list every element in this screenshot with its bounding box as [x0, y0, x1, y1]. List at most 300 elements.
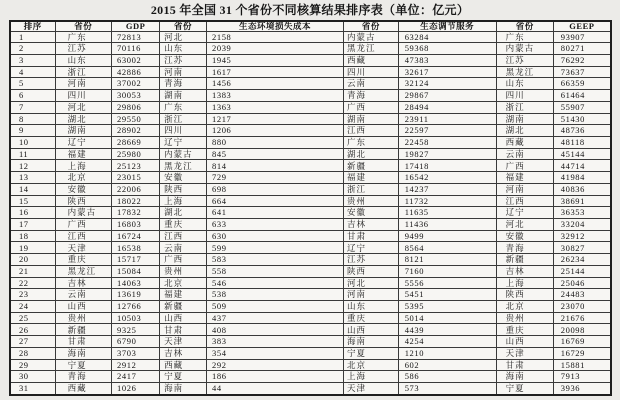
province-cell: 广西	[344, 101, 399, 113]
value-cell: 12766	[112, 301, 160, 313]
province-cell: 重庆	[55, 254, 111, 266]
rank-cell: 20	[10, 254, 55, 266]
province-cell: 江西	[55, 230, 111, 242]
province-cell: 天津	[160, 336, 207, 348]
value-cell: 8564	[398, 242, 496, 254]
value-cell: 17832	[112, 207, 160, 219]
province-cell: 安徽	[55, 183, 111, 195]
table-row	[10, 183, 611, 195]
header-cell: 生态环境损失成本	[207, 21, 344, 31]
value-cell: 25123	[112, 160, 160, 172]
province-cell: 黑龙江	[55, 265, 111, 277]
value-cell: 437	[207, 312, 344, 324]
header-cell: 省份	[55, 21, 111, 31]
table-row	[10, 242, 611, 254]
province-cell: 西藏	[55, 383, 111, 395]
province-cell: 辽宁	[344, 242, 399, 254]
value-cell: 30827	[553, 242, 611, 254]
value-cell: 664	[207, 195, 344, 207]
province-cell: 江苏	[496, 54, 553, 66]
rank-cell: 3	[10, 54, 55, 66]
value-cell: 28669	[112, 136, 160, 148]
province-cell: 四川	[344, 66, 399, 78]
value-cell: 1026	[112, 383, 160, 395]
province-cell: 山东	[160, 43, 207, 55]
rank-cell: 13	[10, 172, 55, 184]
table-row	[10, 347, 611, 359]
value-cell: 5556	[398, 277, 496, 289]
value-cell: 15717	[112, 254, 160, 266]
province-cell: 重庆	[160, 219, 207, 231]
value-cell: 18022	[112, 195, 160, 207]
rank-cell: 12	[10, 160, 55, 172]
table-row	[10, 324, 611, 336]
value-cell: 3703	[112, 347, 160, 359]
province-cell: 内蒙古	[344, 31, 399, 43]
province-cell: 青海	[160, 78, 207, 90]
header-cell: GDP	[112, 21, 160, 31]
province-cell: 湖北	[344, 148, 399, 160]
value-cell: 28494	[398, 101, 496, 113]
table-row	[10, 230, 611, 242]
value-cell: 11732	[398, 195, 496, 207]
value-cell: 4439	[398, 324, 496, 336]
rank-cell: 21	[10, 265, 55, 277]
province-cell: 陕西	[160, 183, 207, 195]
province-cell: 广东	[55, 31, 111, 43]
value-cell: 36353	[553, 207, 611, 219]
value-cell: 573	[398, 383, 496, 395]
province-cell: 吉林	[496, 265, 553, 277]
province-cell: 云南	[496, 148, 553, 160]
value-cell: 32912	[553, 230, 611, 242]
table-row	[10, 207, 611, 219]
value-cell: 16729	[553, 347, 611, 359]
value-cell: 9499	[398, 230, 496, 242]
rank-cell: 14	[10, 183, 55, 195]
value-cell: 16724	[112, 230, 160, 242]
table-row	[10, 136, 611, 148]
province-cell: 四川	[55, 90, 111, 102]
province-cell: 贵州	[160, 265, 207, 277]
province-cell: 广东	[344, 136, 399, 148]
province-cell: 北京	[160, 277, 207, 289]
table-row	[10, 219, 611, 231]
province-cell: 辽宁	[496, 207, 553, 219]
value-cell: 29806	[112, 101, 160, 113]
value-cell: 641	[207, 207, 344, 219]
province-cell: 江西	[344, 125, 399, 137]
table-row	[10, 312, 611, 324]
province-cell: 湖北	[55, 113, 111, 125]
province-cell: 西藏	[344, 54, 399, 66]
province-cell: 宁夏	[55, 359, 111, 371]
value-cell: 10503	[112, 312, 160, 324]
header-cell: 省份	[160, 21, 207, 31]
rank-cell: 15	[10, 195, 55, 207]
province-cell: 甘肃	[55, 336, 111, 348]
rank-cell: 18	[10, 230, 55, 242]
province-cell: 青海	[344, 90, 399, 102]
province-cell: 甘肃	[344, 230, 399, 242]
province-cell: 广西	[496, 160, 553, 172]
province-cell: 黑龙江	[496, 66, 553, 78]
province-cell: 江西	[496, 195, 553, 207]
header-cell: 省份	[344, 21, 399, 31]
province-cell: 上海	[55, 160, 111, 172]
value-cell: 1363	[207, 101, 344, 113]
province-cell: 内蒙古	[55, 207, 111, 219]
table-row	[10, 301, 611, 313]
value-cell: 80271	[553, 43, 611, 55]
value-cell: 558	[207, 265, 344, 277]
value-cell: 33204	[553, 219, 611, 231]
table-row	[10, 78, 611, 90]
value-cell: 186	[207, 371, 344, 383]
rank-cell: 25	[10, 312, 55, 324]
value-cell: 73637	[553, 66, 611, 78]
table-row	[10, 289, 611, 301]
value-cell: 44714	[553, 160, 611, 172]
value-cell: 16542	[398, 172, 496, 184]
province-cell: 北京	[496, 301, 553, 313]
value-cell: 1206	[207, 125, 344, 137]
province-cell: 吉林	[160, 347, 207, 359]
province-cell: 黑龙江	[160, 160, 207, 172]
value-cell: 61464	[553, 90, 611, 102]
value-cell: 15881	[553, 359, 611, 371]
value-cell: 17418	[398, 160, 496, 172]
value-cell: 7913	[553, 371, 611, 383]
rank-cell: 17	[10, 219, 55, 231]
value-cell: 76292	[553, 54, 611, 66]
province-cell: 宁夏	[160, 371, 207, 383]
value-cell: 9325	[112, 324, 160, 336]
table-title: 2015 年全国 31 个省份不同核算结果排序表（单位：亿元）	[150, 3, 470, 17]
value-cell: 63002	[112, 54, 160, 66]
province-cell: 辽宁	[160, 136, 207, 148]
province-cell: 海南	[496, 371, 553, 383]
province-cell: 湖南	[344, 113, 399, 125]
province-cell: 山西	[344, 324, 399, 336]
province-cell: 福建	[160, 289, 207, 301]
rank-cell: 24	[10, 301, 55, 313]
province-cell: 福建	[344, 172, 399, 184]
province-cell: 内蒙古	[496, 43, 553, 55]
value-cell: 7160	[398, 265, 496, 277]
value-cell: 880	[207, 136, 344, 148]
province-cell: 湖南	[496, 113, 553, 125]
table-row	[10, 277, 611, 289]
province-cell: 河北	[160, 31, 207, 43]
value-cell: 29550	[112, 113, 160, 125]
value-cell: 16769	[553, 336, 611, 348]
province-cell: 山西	[496, 336, 553, 348]
province-cell: 广西	[160, 254, 207, 266]
table-row	[10, 43, 611, 55]
value-cell: 23015	[112, 172, 160, 184]
rank-cell: 6	[10, 90, 55, 102]
province-cell: 河南	[344, 289, 399, 301]
value-cell: 583	[207, 254, 344, 266]
value-cell: 2039	[207, 43, 344, 55]
province-cell: 湖北	[160, 207, 207, 219]
value-cell: 6790	[112, 336, 160, 348]
province-cell: 海南	[55, 347, 111, 359]
rank-cell: 16	[10, 207, 55, 219]
value-cell: 32124	[398, 78, 496, 90]
table-row	[10, 148, 611, 160]
province-cell: 上海	[344, 371, 399, 383]
value-cell: 21676	[553, 312, 611, 324]
province-cell: 新疆	[344, 160, 399, 172]
rank-cell: 11	[10, 148, 55, 160]
province-cell: 重庆	[344, 312, 399, 324]
header-cell: 排序	[10, 21, 55, 31]
rank-cell: 4	[10, 66, 55, 78]
province-cell: 广东	[160, 101, 207, 113]
table-row	[10, 371, 611, 383]
province-cell: 山东	[344, 301, 399, 313]
province-cell: 黑龙江	[344, 43, 399, 55]
rank-cell: 30	[10, 371, 55, 383]
province-cell: 湖南	[55, 125, 111, 137]
value-cell: 37002	[112, 78, 160, 90]
province-cell: 青海	[55, 371, 111, 383]
province-cell: 天津	[496, 347, 553, 359]
value-cell: 48736	[553, 125, 611, 137]
rank-cell: 1	[10, 31, 55, 43]
value-cell: 814	[207, 160, 344, 172]
value-cell: 47383	[398, 54, 496, 66]
value-cell: 25144	[553, 265, 611, 277]
rank-cell: 29	[10, 359, 55, 371]
table-row	[10, 254, 611, 266]
value-cell: 93907	[553, 31, 611, 43]
value-cell: 2158	[207, 31, 344, 43]
value-cell: 22597	[398, 125, 496, 137]
value-cell: 22006	[112, 183, 160, 195]
province-cell: 云南	[160, 242, 207, 254]
rank-cell: 8	[10, 113, 55, 125]
value-cell: 11436	[398, 219, 496, 231]
province-cell: 河南	[496, 183, 553, 195]
province-cell: 山东	[496, 78, 553, 90]
value-cell: 602	[398, 359, 496, 371]
header-cell: 省份	[496, 21, 553, 31]
rank-cell: 5	[10, 78, 55, 90]
table-row	[10, 54, 611, 66]
province-cell: 海南	[160, 383, 207, 395]
table-row	[10, 172, 611, 184]
ranking-table	[9, 20, 612, 396]
value-cell: 42886	[112, 66, 160, 78]
province-cell: 山西	[55, 301, 111, 313]
value-cell: 15084	[112, 265, 160, 277]
header-cell: GEEP	[553, 21, 611, 31]
value-cell: 20098	[553, 324, 611, 336]
value-cell: 13619	[112, 289, 160, 301]
province-cell: 四川	[160, 125, 207, 137]
value-cell: 22458	[398, 136, 496, 148]
province-cell: 甘肃	[160, 324, 207, 336]
value-cell: 586	[398, 371, 496, 383]
province-cell: 内蒙古	[160, 148, 207, 160]
rank-cell: 26	[10, 324, 55, 336]
value-cell: 70116	[112, 43, 160, 55]
value-cell: 408	[207, 324, 344, 336]
value-cell: 599	[207, 242, 344, 254]
value-cell: 729	[207, 172, 344, 184]
value-cell: 51430	[553, 113, 611, 125]
province-cell: 天津	[55, 242, 111, 254]
table-row	[10, 195, 611, 207]
table-row	[10, 90, 611, 102]
province-cell: 天津	[344, 383, 399, 395]
value-cell: 24483	[553, 289, 611, 301]
province-cell: 浙江	[344, 183, 399, 195]
table-row	[10, 101, 611, 113]
value-cell: 25046	[553, 277, 611, 289]
value-cell: 5395	[398, 301, 496, 313]
value-cell: 40836	[553, 183, 611, 195]
rank-cell: 27	[10, 336, 55, 348]
province-cell: 宁夏	[344, 347, 399, 359]
value-cell: 48118	[553, 136, 611, 148]
table-row	[10, 66, 611, 78]
province-cell: 吉林	[344, 219, 399, 231]
value-cell: 44	[207, 383, 344, 395]
province-cell: 辽宁	[55, 136, 111, 148]
value-cell: 1456	[207, 78, 344, 90]
value-cell: 1383	[207, 90, 344, 102]
value-cell: 14063	[112, 277, 160, 289]
value-cell: 14237	[398, 183, 496, 195]
province-cell: 陕西	[55, 195, 111, 207]
value-cell: 698	[207, 183, 344, 195]
province-cell: 安徽	[344, 207, 399, 219]
province-cell: 河北	[496, 219, 553, 231]
province-cell: 甘肃	[496, 359, 553, 371]
rank-cell: 2	[10, 43, 55, 55]
province-cell: 新疆	[496, 254, 553, 266]
value-cell: 509	[207, 301, 344, 313]
province-cell: 陕西	[496, 289, 553, 301]
province-cell: 云南	[344, 78, 399, 90]
province-cell: 海南	[344, 336, 399, 348]
province-cell: 新疆	[55, 324, 111, 336]
province-cell: 河南	[55, 78, 111, 90]
rank-cell: 28	[10, 347, 55, 359]
province-cell: 云南	[55, 289, 111, 301]
province-cell: 江苏	[55, 43, 111, 55]
province-cell: 安徽	[496, 230, 553, 242]
province-cell: 湖北	[496, 125, 553, 137]
value-cell: 63284	[398, 31, 496, 43]
value-cell: 1210	[398, 347, 496, 359]
value-cell: 5014	[398, 312, 496, 324]
province-cell: 山西	[160, 312, 207, 324]
province-cell: 江西	[160, 230, 207, 242]
province-cell: 福建	[496, 172, 553, 184]
value-cell: 55907	[553, 101, 611, 113]
value-cell: 630	[207, 230, 344, 242]
value-cell: 2912	[112, 359, 160, 371]
table-row	[10, 125, 611, 137]
province-cell: 贵州	[55, 312, 111, 324]
province-cell: 江苏	[344, 254, 399, 266]
table-row	[10, 31, 611, 43]
rank-cell: 19	[10, 242, 55, 254]
table-row	[10, 383, 611, 395]
value-cell: 4254	[398, 336, 496, 348]
rank-cell: 7	[10, 101, 55, 113]
province-cell: 四川	[496, 90, 553, 102]
province-cell: 河北	[55, 101, 111, 113]
value-cell: 383	[207, 336, 344, 348]
province-cell: 浙江	[496, 101, 553, 113]
province-cell: 广东	[496, 31, 553, 43]
table-body	[10, 31, 611, 395]
rank-cell: 23	[10, 289, 55, 301]
province-cell: 河南	[160, 66, 207, 78]
value-cell: 29867	[398, 90, 496, 102]
value-cell: 25980	[112, 148, 160, 160]
value-cell: 11635	[398, 207, 496, 219]
province-cell: 上海	[160, 195, 207, 207]
value-cell: 32617	[398, 66, 496, 78]
province-cell: 福建	[55, 148, 111, 160]
value-cell: 28902	[112, 125, 160, 137]
rank-cell: 10	[10, 136, 55, 148]
province-cell: 贵州	[496, 312, 553, 324]
value-cell: 30053	[112, 90, 160, 102]
value-cell: 23070	[553, 301, 611, 313]
value-cell: 633	[207, 219, 344, 231]
value-cell: 1617	[207, 66, 344, 78]
province-cell: 贵州	[344, 195, 399, 207]
table-row	[10, 265, 611, 277]
value-cell: 16803	[112, 219, 160, 231]
value-cell: 1217	[207, 113, 344, 125]
province-cell: 吉林	[55, 277, 111, 289]
value-cell: 16538	[112, 242, 160, 254]
value-cell: 5451	[398, 289, 496, 301]
table-row	[10, 113, 611, 125]
rank-cell: 31	[10, 383, 55, 395]
table-row	[10, 359, 611, 371]
value-cell: 19827	[398, 148, 496, 160]
value-cell: 546	[207, 277, 344, 289]
value-cell: 45144	[553, 148, 611, 160]
province-cell: 新疆	[160, 301, 207, 313]
province-cell: 浙江	[160, 113, 207, 125]
province-cell: 北京	[55, 172, 111, 184]
value-cell: 72813	[112, 31, 160, 43]
value-cell: 1945	[207, 54, 344, 66]
province-cell: 安徽	[160, 172, 207, 184]
province-cell: 山东	[55, 54, 111, 66]
province-cell: 宁夏	[496, 383, 553, 395]
value-cell: 538	[207, 289, 344, 301]
province-cell: 上海	[496, 277, 553, 289]
value-cell: 292	[207, 359, 344, 371]
province-cell: 广西	[55, 219, 111, 231]
value-cell: 26234	[553, 254, 611, 266]
value-cell: 3936	[553, 383, 611, 395]
value-cell: 59368	[398, 43, 496, 55]
header-row	[10, 21, 611, 31]
